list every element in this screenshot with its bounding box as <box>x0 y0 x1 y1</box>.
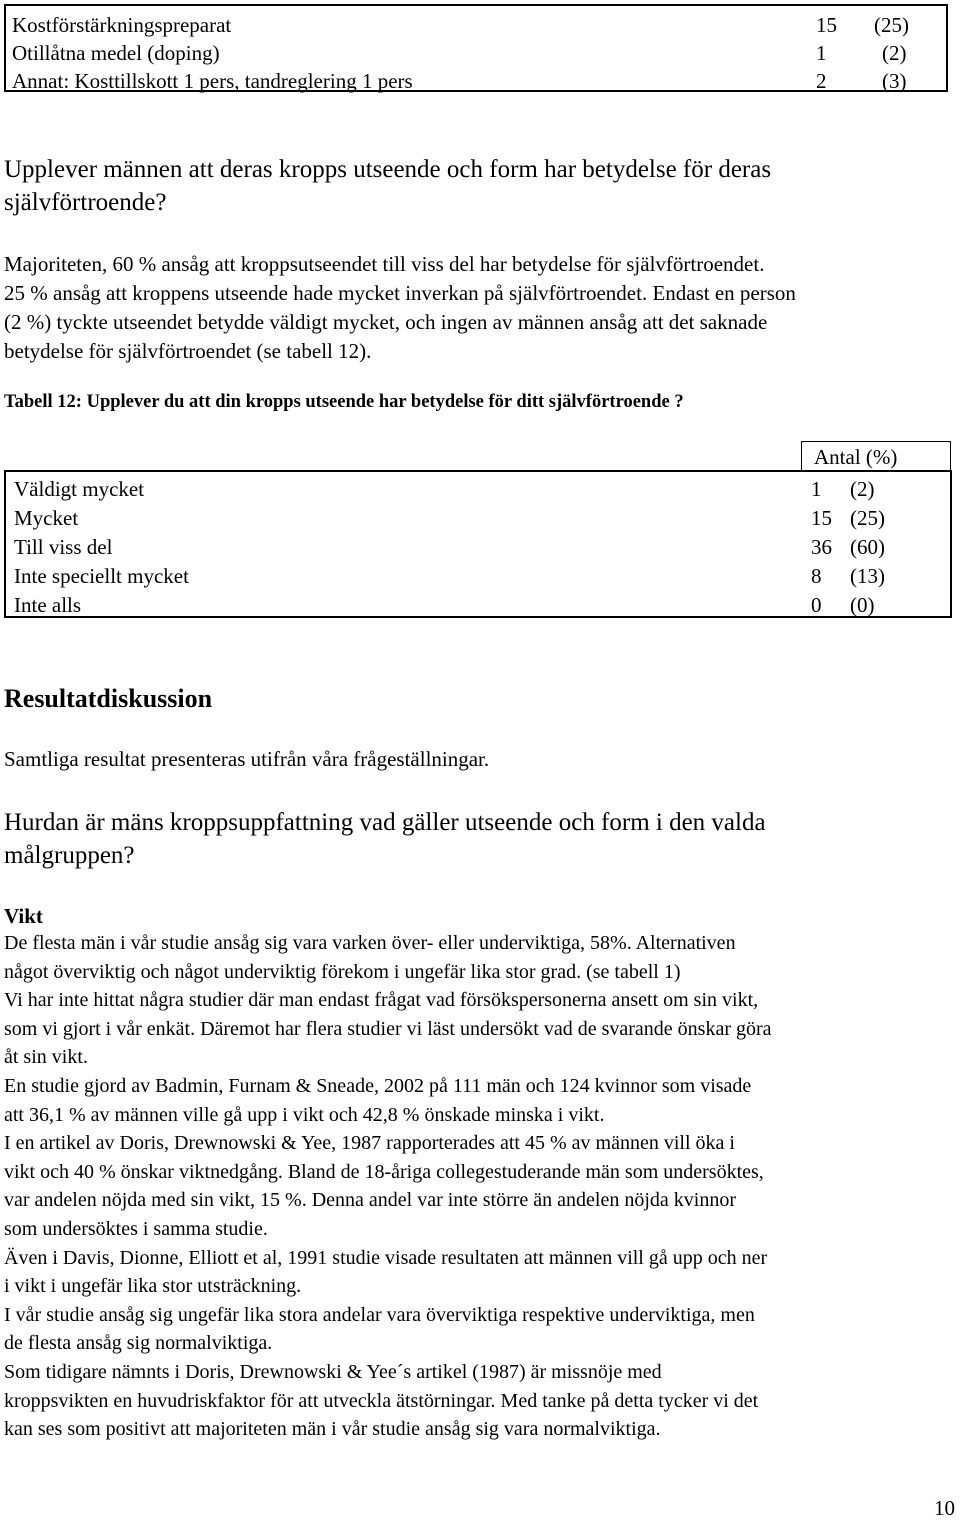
row-percent: (2) <box>850 477 875 501</box>
heading-line: målgruppen? <box>4 842 135 869</box>
body-line: kan ses som positivt att majoriteten män i vår studie ansåg sig vara normalviktiga. <box>4 1418 661 1441</box>
body-line: de flesta ansåg sig normalviktiga. <box>4 1332 273 1355</box>
heading-line: självförtroende? <box>4 189 167 216</box>
table-row <box>12 67 946 95</box>
row-count: 2 <box>816 69 827 93</box>
table-row-label: Inte speciellt mycket <box>14 564 189 588</box>
body-line: som vi gjort i vår enkät. Däremot har flera studier vi läst undersökt vad de svarande önskar göra <box>4 1017 772 1040</box>
row-percent: (0) <box>850 593 875 617</box>
body-line: I en artikel av Doris, Drewnowski & Yee, 1987 rapporterades att 45 % av männen vill öka i <box>4 1132 735 1155</box>
table-12 <box>4 470 952 618</box>
body-line: De flesta män i vår studie ansåg sig vara varken över- eller underviktiga, 58%. Alternativen <box>4 932 736 954</box>
top-table <box>4 4 948 92</box>
row-percent: (25) <box>874 13 909 37</box>
body-line: Även i Davis, Dionne, Elliott et al, 1991 studie visade resultaten att männen vill gå upp och ner <box>4 1246 768 1269</box>
intro-text: Samtliga resultat presenteras utifrån våra frågeställningar. <box>4 747 490 771</box>
row-count: 1 <box>811 477 822 501</box>
table-row <box>12 11 946 39</box>
row-count: 15 <box>811 506 832 530</box>
row-count: 0 <box>811 593 822 617</box>
table-row-label: Till viss del <box>14 535 113 559</box>
row-count: 15 <box>816 13 837 37</box>
body-line: En studie gjord av Badmin, Furnam & Sneade, 2002 på 111 män och 124 kvinnor som visade <box>4 1074 752 1097</box>
body-text <box>4 929 958 1444</box>
table-row-label: Mycket <box>14 506 79 530</box>
section-title: Resultatdiskussion <box>4 684 213 713</box>
row-percent: (60) <box>850 535 885 559</box>
question-heading <box>4 153 954 219</box>
row-percent: (13) <box>850 564 885 588</box>
body-line: som undersöktes i samma studie. <box>4 1217 268 1240</box>
body-line: att 36,1 % av männen ville gå upp i vikt och 42,8 % önskade minska i vikt. <box>4 1103 605 1126</box>
body-line: något överviktig och något underviktig förekom i ungefär lika stor grad. (se tabell 1) <box>4 960 681 983</box>
heading-line: Upplever männen att deras kropps utseende och form har betydelse för deras <box>4 156 772 183</box>
row-percent: (25) <box>850 506 885 530</box>
body-line: Som tidigare nämnts i Doris, Drewnowski & Yee´s artikel (1987) är missnöje med <box>4 1360 662 1383</box>
row-percent: (2) <box>882 41 907 65</box>
row-count: 36 <box>811 535 832 559</box>
table-header-cell <box>801 441 951 472</box>
heading-line: Hurdan är mäns kroppsuppfattning vad gäller utseende och form i den valda <box>4 809 766 836</box>
row-percent: (3) <box>882 69 907 93</box>
body-line: kroppsvikten en huvudriskfaktor för att utveckla ätstörningar. Med tanke på detta tycker vi det <box>4 1389 759 1412</box>
body-line: I vår studie ansåg sig ungefär lika stora andelar vara överviktiga respektive underviktiga, men <box>4 1303 755 1326</box>
body-line: var andelen nöjda med sin vikt, 15 %. Denna andel var inte större än andelen nöjda kvinnor <box>4 1189 736 1212</box>
table-caption: Tabell 12: Upplever du att din kropps utseende har betydelse för ditt självförtroende ? <box>4 392 684 412</box>
paragraph-line: Majoriteten, 60 % ansåg att kroppsutseendet till viss del har betydelse för självförtroendet. <box>4 252 765 276</box>
paragraph-line: 25 % ansåg att kroppens utseende hade mycket inverkan på självförtroendet. Endast en person <box>4 281 796 305</box>
table-row-label: Inte alls <box>14 593 82 617</box>
table-row <box>12 39 946 67</box>
answer-paragraph <box>4 250 956 366</box>
row-label: Annat: Kosttillskott 1 pers, tandreglering 1 pers <box>12 69 413 93</box>
body-line: åt sin vikt. <box>4 1046 88 1069</box>
row-label: Otillåtna medel (doping) <box>12 41 220 65</box>
paragraph-line: betydelse för självförtroendet (se tabell 12). <box>4 339 372 363</box>
row-count: 8 <box>811 564 822 588</box>
table-header: Antal (%) <box>814 445 898 469</box>
question-heading-2 <box>4 806 954 872</box>
row-count: 1 <box>816 41 827 65</box>
body-line: vikt och 40 % önskar viktnedgång. Bland de 18-åriga collegestuderande män som undersöktes, <box>4 1160 764 1183</box>
table-row-label: Väldigt mycket <box>14 477 145 501</box>
row-label: Kostförstärkningspreparat <box>12 13 232 37</box>
page-number: 10 <box>934 1496 955 1520</box>
body-line: Vi har inte hittat några studier där man endast frågat vad försökspersonerna ansett om sin vikt, <box>4 989 759 1012</box>
body-line: i vikt i ungefär lika stor utsträckning. <box>4 1275 302 1298</box>
paragraph-line: (2 %) tyckte utseendet betydde väldigt mycket, och ingen av männen ansåg att det saknade <box>4 310 768 334</box>
subheading: Vikt <box>4 904 43 928</box>
